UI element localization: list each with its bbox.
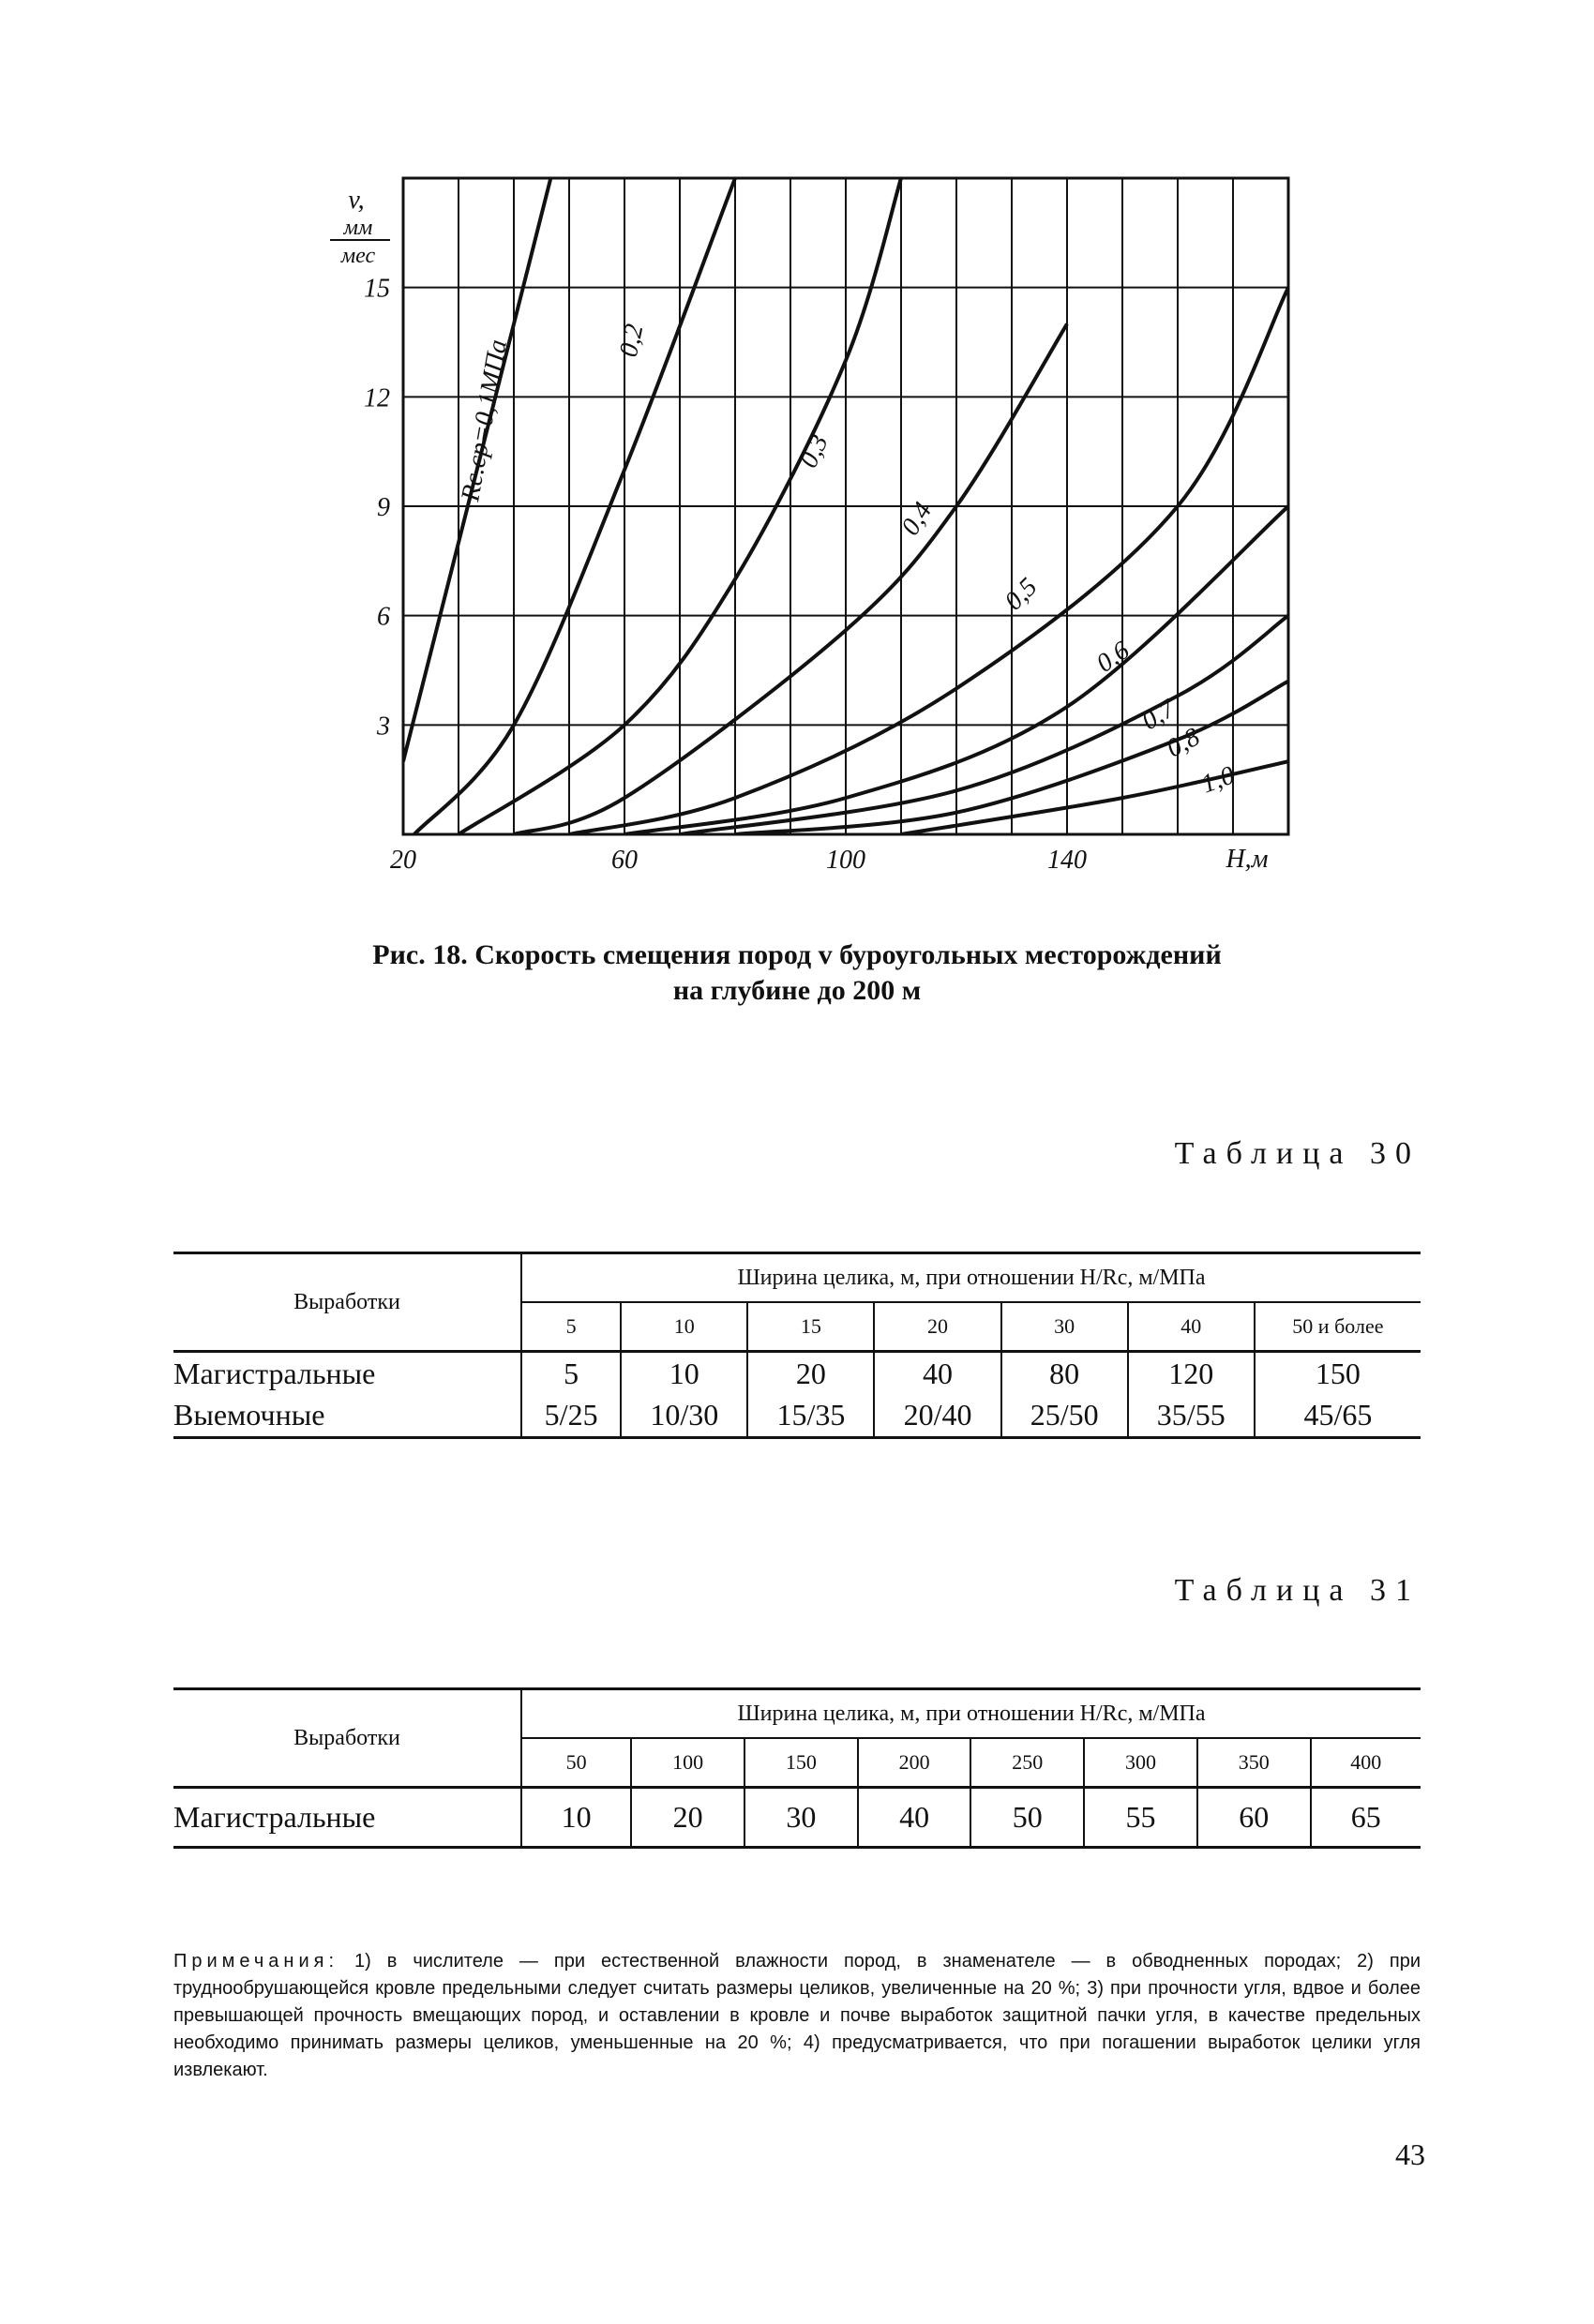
table-30-title: Таблица 30 (1174, 1136, 1421, 1171)
curve-label: 0,5 (999, 572, 1044, 617)
table31-column-header: 150 (744, 1738, 858, 1788)
curve-label: 0,2 (613, 321, 650, 360)
curve-label: 0,8 (1162, 722, 1205, 764)
figure-caption-line-1: Рис. 18. Скорость смещения пород v буроугольных месторождений (372, 939, 1222, 970)
chart-y-axis (330, 186, 390, 268)
curve-label: 0,3 (793, 429, 835, 472)
table-cell: 40 (874, 1352, 1000, 1395)
table-cell: 30 (744, 1788, 858, 1848)
table31-column-header: 50 (521, 1738, 631, 1788)
table-cell: 80 (1001, 1352, 1128, 1395)
table-cell: 20 (747, 1352, 874, 1395)
table31-column-header: 250 (970, 1738, 1084, 1788)
displacement-rate-chart (309, 169, 1341, 891)
curve-label: 0,7 (1136, 694, 1180, 737)
table-cell: 45/65 (1255, 1395, 1421, 1438)
curve-label: Rc.cp=0,1МПа (456, 337, 514, 504)
table-cell: 5 (521, 1352, 621, 1395)
table-row-label: Выемочные (173, 1395, 521, 1438)
table31-column-header: 100 (631, 1738, 744, 1788)
table-cell: 120 (1128, 1352, 1255, 1395)
figure-caption (206, 937, 1388, 1009)
table-cell: 10/30 (621, 1395, 747, 1438)
table-cell: 40 (858, 1788, 971, 1848)
table-cell: 35/55 (1128, 1395, 1255, 1438)
y-axis-label: v, (348, 186, 365, 215)
notes-text: 1) в числителе — при естественной влажности пород, в знаменателе — в обводненных породах; 2) при труднообрушающейся кровле предельными следует считать размеры целиков, увеличенные на 20 %; 3) при прочности угля, вдвое и более превышающей прочность вмещающих пород, и оставлении в кровле и почве выработок защитной пачки угля, в качестве предельных необходимо принимать размеры целиков, уменьшенные на 20 %; 4) предусматривается, что при погашении выработок целики угля извлекают. (173, 1951, 1421, 2080)
x-tick-label: 60 (611, 846, 638, 875)
table30-column-header: 40 (1128, 1302, 1255, 1352)
x-axis-label: H,м (1226, 845, 1269, 874)
table-cell: 25/50 (1001, 1395, 1128, 1438)
table-row (173, 1352, 1421, 1395)
table-cell: 50 (970, 1788, 1084, 1848)
x-tick-label: 140 (1047, 846, 1087, 875)
y-axis-units-numerator: мм (343, 216, 373, 240)
y-tick-label: 6 (377, 602, 390, 632)
table30-column-header: 20 (874, 1302, 1000, 1352)
table-row-label: Магистральные (173, 1352, 521, 1395)
table-31-body (173, 1788, 1421, 1848)
y-tick-label: 3 (377, 712, 390, 742)
table-cell: 15/35 (747, 1395, 874, 1438)
chart-y-ticks (364, 275, 390, 742)
table30-column-header: 10 (621, 1302, 747, 1352)
y-tick-label: 9 (377, 493, 390, 522)
notes-lead: Примечания: (173, 1951, 339, 1972)
table-31-title: Таблица 31 (1174, 1573, 1421, 1608)
table31-column-header: 400 (1311, 1738, 1421, 1788)
table31-column-header: 350 (1197, 1738, 1311, 1788)
table-row-label: Магистральные (173, 1788, 521, 1848)
page-number: 43 (1395, 2137, 1425, 2171)
table-cell: 55 (1084, 1788, 1197, 1848)
table-row (173, 1395, 1421, 1438)
table-31 (173, 1687, 1421, 1849)
table-cell: 60 (1197, 1788, 1311, 1848)
table-cell: 150 (1315, 1356, 1361, 1390)
x-tick-label: 20 (390, 846, 416, 875)
table-30-group-header: Ширина целика, м, при отношении H/Rc, м/МПа (521, 1253, 1421, 1303)
table31-column-header: 300 (1084, 1738, 1197, 1788)
table-cell: 20/40 (874, 1395, 1000, 1438)
curve-label: 0,6 (1090, 636, 1135, 679)
table-row (173, 1788, 1421, 1848)
table-30-body (173, 1352, 1421, 1438)
y-tick-label: 12 (364, 383, 390, 413)
table-cell: 5/25 (521, 1395, 621, 1438)
table-cell: 10 (521, 1788, 631, 1848)
table-notes (173, 1948, 1421, 2084)
y-tick-label: 15 (364, 274, 390, 304)
table-30 (173, 1252, 1421, 1439)
table30-column-header: 5 (521, 1302, 621, 1352)
table-31-row-header: Выработки (173, 1689, 521, 1788)
curve-label: 0,4 (895, 497, 939, 541)
y-axis-units-denominator: мес (340, 244, 376, 268)
table30-column-header: 30 (1001, 1302, 1128, 1352)
chart-x-ticks (390, 846, 1087, 875)
table-30-row-header: Выработки (173, 1253, 521, 1352)
table-cell: 10 (621, 1352, 747, 1395)
table-cell: 65 (1311, 1788, 1421, 1848)
curve-label: 1,0 (1197, 760, 1239, 800)
table-cell: 20 (631, 1788, 744, 1848)
figure-caption-line-2: на глубине до 200 м (672, 975, 922, 1006)
table30-column-header: 15 (747, 1302, 874, 1352)
chart-curve-labels (456, 322, 1239, 800)
table31-column-header: 200 (858, 1738, 971, 1788)
x-tick-label: 100 (826, 846, 865, 875)
chart-grid (403, 178, 1288, 834)
table-31-group-header: Ширина целика, м, при отношении H/Rc, м/МПа (521, 1689, 1421, 1739)
table30-column-header: 50 и более (1255, 1302, 1421, 1352)
